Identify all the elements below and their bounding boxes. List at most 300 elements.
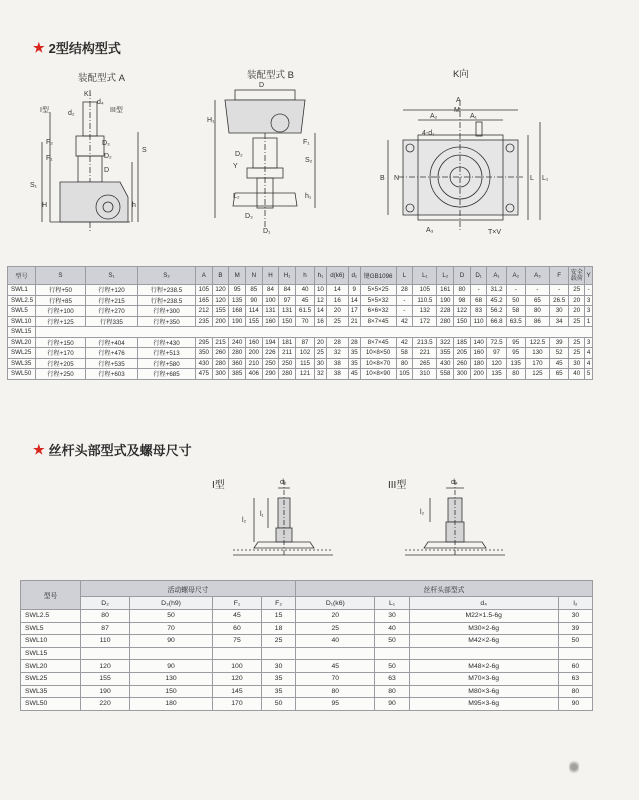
table-cell: 120 (81, 660, 130, 673)
svg-text:H₁: H₁ (207, 117, 215, 124)
table-cell: 40 (569, 369, 585, 380)
table-cell: 105 (413, 285, 437, 296)
col-h: H (262, 267, 279, 285)
col-n: N (245, 267, 262, 285)
table-cell: 125 (525, 369, 549, 380)
table-cell: 70 (295, 316, 314, 327)
table-cell: 45 (296, 660, 375, 673)
svg-text:F₁: F₁ (46, 155, 53, 162)
table-cell: 行程+150 (36, 337, 86, 348)
table2-body (21, 610, 593, 711)
table-cell: 28 (326, 337, 348, 348)
table-cell: 98 (454, 295, 471, 306)
table-cell: 32 (315, 369, 327, 380)
table-cell: - (470, 285, 487, 296)
table-cell: 406 (245, 369, 262, 380)
table-cell: 300 (454, 369, 471, 380)
table-cell: 310 (413, 369, 437, 380)
table-cell: 5×5×25 (360, 285, 396, 296)
table-cell: 170 (525, 358, 549, 369)
table-cell: 87 (81, 622, 130, 635)
svg-text:D₂: D₂ (235, 151, 243, 158)
table-cell: 220 (81, 698, 130, 711)
t2-sub-l1: L₁ (375, 597, 409, 610)
table-cell: 114 (245, 306, 262, 317)
col-h1-small: h₁ (315, 267, 327, 285)
table-cell: 58 (506, 306, 525, 317)
table-cell: 10×8×50 (360, 348, 396, 359)
table-cell: 4 (585, 348, 593, 359)
table-cell: 135 (487, 369, 506, 380)
table-cell: 190 (437, 295, 454, 306)
table-cell: 行程+603 (86, 369, 138, 380)
table-cell: 200 (245, 348, 262, 359)
table-cell: 35 (348, 348, 360, 359)
table-header-row (8, 267, 593, 285)
table-cell: 132 (413, 306, 437, 317)
table-cell: 行程+476 (86, 348, 138, 359)
table-cell: 70 (130, 622, 213, 635)
table-cell: M30×2-6g (409, 622, 558, 635)
table-cell: 228 (437, 306, 454, 317)
svg-text:D₃: D₃ (245, 213, 253, 220)
table-cell: 17 (348, 306, 360, 317)
table-cell: 10×8×70 (360, 358, 396, 369)
col-m: M (229, 267, 246, 285)
table-cell: 34 (550, 316, 569, 327)
table-cell: 行程+85 (36, 295, 86, 306)
table-cell: 120 (212, 672, 261, 685)
col-key: 键GB1096 (360, 267, 396, 285)
svg-text:D₂: D₂ (104, 153, 112, 160)
table-cell: 150 (279, 316, 296, 327)
table-cell: 211 (279, 348, 296, 359)
model-cell: SWL25 (8, 348, 36, 359)
table-cell: 9 (348, 285, 360, 296)
table-cell (375, 647, 409, 660)
table-cell (409, 647, 558, 660)
svg-text:Y: Y (233, 163, 238, 170)
table-cell (36, 327, 593, 338)
table-cell: 45 (348, 369, 360, 380)
table-cell: 38 (326, 358, 348, 369)
table-cell: 行程+120 (86, 285, 138, 296)
table-cell: 25 (569, 316, 585, 327)
table-cell: 430 (437, 358, 454, 369)
table-cell: M22×1.5-6g (409, 610, 558, 623)
table-cell: 8×7×45 (360, 337, 396, 348)
col-s1: S₁ (86, 267, 138, 285)
t2-col-model: 型号 (21, 581, 81, 610)
model-cell: SWL10 (8, 316, 36, 327)
table-cell: 1 (585, 316, 593, 327)
table-cell: 3 (585, 295, 593, 306)
col-y: Y (585, 267, 593, 285)
table-cell: 172 (413, 316, 437, 327)
table-cell: 15 (262, 610, 296, 623)
table-cell: 90 (375, 698, 409, 711)
star-icon: ★ (33, 39, 45, 55)
model-cell: SWL50 (8, 369, 36, 380)
col-a: A (196, 267, 213, 285)
svg-text:D: D (259, 82, 265, 89)
table-cell: 70 (296, 672, 375, 685)
model-cell: SWL2.5 (8, 295, 36, 306)
nut-dimensions-table (20, 580, 593, 711)
table-cell: - (506, 285, 525, 296)
table-cell: 280 (279, 369, 296, 380)
table-cell: 10×8×90 (360, 369, 396, 380)
table-cell: 31.2 (487, 285, 506, 296)
model-cell: SWL10 (21, 635, 81, 648)
table-cell: 150 (454, 316, 471, 327)
col-h-small: h (295, 267, 314, 285)
table-cell: 226 (262, 348, 279, 359)
table-cell: 131 (262, 306, 279, 317)
table-cell: 385 (229, 369, 246, 380)
table-cell: 135 (229, 295, 246, 306)
table-cell: 26.5 (550, 295, 569, 306)
table-cell: 行程+685 (138, 369, 196, 380)
table-cell: 38 (326, 369, 348, 380)
table-cell: 121 (295, 369, 314, 380)
t2-sub-l2: l₂ (558, 597, 592, 610)
table-cell: 95 (506, 337, 525, 348)
table-cell: 行程+270 (86, 306, 138, 317)
table-cell: 45 (550, 358, 569, 369)
model-cell: SWL35 (21, 685, 81, 698)
model-cell: SWL25 (21, 672, 81, 685)
table-cell: 235 (196, 316, 213, 327)
table-row (21, 698, 593, 711)
svg-text:III型: III型 (110, 107, 123, 114)
table-cell: 155 (245, 316, 262, 327)
svg-text:l₁: l₁ (260, 511, 264, 518)
table-cell: 行程+170 (36, 348, 86, 359)
table-cell (212, 647, 261, 660)
table-cell: 212 (196, 306, 213, 317)
svg-text:d₄: d₄ (97, 99, 104, 106)
table-row (8, 348, 593, 359)
table-cell: 205 (454, 348, 471, 359)
table-cell: 194 (262, 337, 279, 348)
table-cell: - (585, 285, 593, 296)
table-row (21, 660, 593, 673)
table-cell: 131 (279, 306, 296, 317)
table-cell: 350 (196, 348, 213, 359)
table-cell: - (396, 306, 413, 317)
table-cell: 行程+300 (138, 306, 196, 317)
table-cell: 63.5 (506, 316, 525, 327)
table-cell: 32 (326, 348, 348, 359)
table-cell: 120 (487, 358, 506, 369)
t2-sub-d2: D₂ (81, 597, 130, 610)
svg-text:4-d₁: 4-d₁ (422, 130, 435, 137)
table-cell: 430 (196, 358, 213, 369)
table-cell: 87 (295, 337, 314, 348)
table-row (8, 327, 593, 338)
svg-text:h: h (132, 202, 136, 209)
table-cell: 110 (470, 316, 487, 327)
svg-text:D₃: D₃ (102, 140, 110, 147)
t2-col-head: 丝杆头部型式 (296, 581, 593, 597)
table-cell: 90 (245, 295, 262, 306)
table-row (21, 635, 593, 648)
col-l: L (396, 267, 413, 285)
table-cell: 25 (296, 622, 375, 635)
table2-subheader-row (21, 597, 593, 610)
col-b: B (212, 267, 229, 285)
col-a3: A₃ (525, 267, 549, 285)
table-cell: 135 (506, 358, 525, 369)
table-row (21, 672, 593, 685)
table-cell: 160 (470, 348, 487, 359)
table-row (21, 622, 593, 635)
svg-text:S₂: S₂ (305, 157, 313, 164)
table-cell: 16 (326, 295, 348, 306)
table-cell: 行程+513 (138, 348, 196, 359)
table-cell: 160 (262, 316, 279, 327)
table-cell: 155 (81, 672, 130, 685)
table-row (8, 369, 593, 380)
view-k-caption: K向 (453, 69, 469, 80)
table-cell: 20 (569, 295, 585, 306)
table-cell: 80 (296, 685, 375, 698)
t2-sub-d3: D₃(h9) (130, 597, 213, 610)
table-cell: 140 (470, 337, 487, 348)
table-cell: 25 (315, 348, 327, 359)
star-icon: ★ (33, 441, 45, 457)
table-cell: 50 (262, 698, 296, 711)
svg-text:A₂: A₂ (430, 113, 438, 120)
section1-title (33, 38, 121, 57)
table-cell: 35 (262, 685, 296, 698)
table-cell: 84 (262, 285, 279, 296)
table-cell: 250 (279, 358, 296, 369)
t2-sub-d1: D₁(k6) (296, 597, 375, 610)
section1-title-text: 2型结构型式 (48, 41, 121, 56)
svg-text:d₂: d₂ (280, 479, 287, 486)
table-cell: 58 (396, 348, 413, 359)
table-cell: 行程335 (86, 316, 138, 327)
table-cell: 18 (262, 622, 296, 635)
table-cell: 80 (454, 285, 471, 296)
table-cell: 25 (326, 316, 348, 327)
table-cell: 61.5 (295, 306, 314, 317)
col-s2: S₂ (138, 267, 196, 285)
table-cell: 28 (348, 337, 360, 348)
table-cell: 行程+215 (86, 295, 138, 306)
table-cell: 110 (81, 635, 130, 648)
assembly-a-drawing (20, 82, 180, 242)
table-cell: 5×5×32 (360, 295, 396, 306)
model-cell: SWL5 (8, 306, 36, 317)
table-cell: 190 (229, 316, 246, 327)
svg-text:l₂: l₂ (420, 509, 425, 516)
table-cell: 200 (470, 369, 487, 380)
col-d1: d₁ (348, 267, 360, 285)
table-cell: 行程+50 (36, 285, 86, 296)
table-cell: 行程+125 (36, 316, 86, 327)
col-d: d(k6) (326, 267, 348, 285)
table-cell: 265 (413, 358, 437, 369)
table-cell: 5 (585, 369, 593, 380)
model-cell: SWL20 (8, 337, 36, 348)
table-cell: 130 (525, 348, 549, 359)
table-cell: 65 (525, 295, 549, 306)
table-cell: 63 (558, 672, 592, 685)
table-cell: - (525, 285, 549, 296)
svg-text:K↓: K↓ (84, 91, 93, 98)
svg-text:L₂: L₂ (233, 193, 240, 200)
table-cell: 280 (229, 348, 246, 359)
table-cell: 行程+535 (86, 358, 138, 369)
table-cell: 50 (375, 635, 409, 648)
structure-dimensions-table (7, 266, 593, 380)
table-cell: 280 (212, 358, 229, 369)
svg-text:F₂: F₂ (46, 139, 53, 146)
svg-text:d₂: d₂ (68, 110, 75, 117)
table-cell: 190 (81, 685, 130, 698)
model-cell: SWL15 (21, 647, 81, 660)
table-cell: 180 (470, 358, 487, 369)
table1-body (8, 285, 593, 380)
table-cell: 155 (212, 306, 229, 317)
table-cell: 68 (470, 295, 487, 306)
col-h1: H₁ (279, 267, 296, 285)
table-cell: 80 (396, 358, 413, 369)
table-cell: 95 (296, 698, 375, 711)
model-cell: SWL5 (21, 622, 81, 635)
table-row (8, 358, 593, 369)
table-cell: 475 (196, 369, 213, 380)
table-cell: 110.5 (413, 295, 437, 306)
table-cell: 80 (558, 685, 592, 698)
svg-text:D: D (104, 167, 110, 174)
table-cell: 45 (295, 295, 314, 306)
svg-text:L₁: L₁ (542, 175, 548, 182)
table-cell: 50 (375, 660, 409, 673)
table-row (21, 685, 593, 698)
svg-text:l₂: l₂ (242, 517, 247, 524)
model-cell: SWL50 (21, 698, 81, 711)
table-cell: 25 (569, 337, 585, 348)
table-cell: 30 (315, 358, 327, 369)
table-cell: 181 (279, 337, 296, 348)
table-cell: 行程+205 (36, 358, 86, 369)
table-row (8, 285, 593, 296)
table-cell: 260 (454, 358, 471, 369)
table-cell: 行程+350 (138, 316, 196, 327)
table-cell: 50 (506, 295, 525, 306)
type1-label: I型 (212, 480, 225, 491)
table-row (8, 295, 593, 306)
table-cell: 355 (437, 348, 454, 359)
table-cell: 90 (130, 660, 213, 673)
table-cell: 105 (196, 285, 213, 296)
table-cell: 16 (315, 316, 327, 327)
table-cell: 25 (569, 348, 585, 359)
table-cell: 65 (550, 369, 569, 380)
table-cell: 60 (558, 660, 592, 673)
svg-text:L: L (530, 175, 534, 182)
table-cell: 56.2 (487, 306, 506, 317)
table-cell: 21 (348, 316, 360, 327)
table-cell: 行程+404 (86, 337, 138, 348)
table-cell: 150 (130, 685, 213, 698)
table-cell: 66.8 (487, 316, 506, 327)
table-cell: M48×2-6g (409, 660, 558, 673)
assembly-b-drawing (205, 78, 335, 238)
table-cell: 6×6×32 (360, 306, 396, 317)
table-cell: 25 (262, 635, 296, 648)
table-cell: 300 (212, 369, 229, 380)
table-cell: 83 (470, 306, 487, 317)
table-cell: M95×3-6g (409, 698, 558, 711)
table-row (21, 647, 593, 660)
model-cell: SWL1 (8, 285, 36, 296)
table-cell (81, 647, 130, 660)
table-cell (558, 647, 592, 660)
table-cell: 45 (212, 610, 261, 623)
type1-head-drawing (228, 470, 338, 570)
table-cell: 72.5 (487, 337, 506, 348)
table-cell: 20 (569, 306, 585, 317)
table-cell: 80 (81, 610, 130, 623)
table-cell: 97 (487, 348, 506, 359)
t2-sub-d4: d₄ (409, 597, 558, 610)
table-cell: 12 (315, 295, 327, 306)
svg-text:H: H (42, 202, 48, 209)
col-d-big: D (454, 267, 471, 285)
section2-title-text: 丝杆头部型式及螺母尺寸 (48, 443, 192, 458)
table-cell: 130 (130, 672, 213, 685)
table-cell: 50 (558, 635, 592, 648)
t2-sub-f2: F₂ (262, 597, 296, 610)
table-cell: 40 (375, 622, 409, 635)
table-cell: 40 (295, 285, 314, 296)
table-cell: 322 (437, 337, 454, 348)
col-safe-load: 安全载荷 (569, 267, 585, 285)
table-cell: 200 (212, 316, 229, 327)
table-cell: 170 (212, 698, 261, 711)
table-cell: 42 (396, 316, 413, 327)
type3-label: III型 (388, 480, 407, 491)
table-cell: 215 (212, 337, 229, 348)
table-cell: 行程+100 (36, 306, 86, 317)
table-cell: 14 (315, 306, 327, 317)
t2-col-nut: 活动螺母尺寸 (81, 581, 296, 597)
table-cell: 35 (348, 358, 360, 369)
table-cell: 60 (212, 622, 261, 635)
svg-text:S: S (142, 147, 147, 154)
scan-mark (569, 759, 579, 775)
svg-text:d₄: d₄ (451, 479, 458, 486)
table-cell: 120 (212, 295, 229, 306)
table-cell: 30 (558, 610, 592, 623)
table-cell: 28 (396, 285, 413, 296)
table-cell: 120 (212, 285, 229, 296)
table-cell: 40 (296, 635, 375, 648)
model-cell: SWL15 (8, 327, 36, 338)
col-a1: A₁ (487, 267, 506, 285)
table-cell: 295 (196, 337, 213, 348)
svg-text:I型: I型 (40, 107, 49, 114)
svg-text:M: M (454, 107, 460, 114)
table-cell: 行程+238.5 (138, 295, 196, 306)
col-l1: L₁ (413, 267, 437, 285)
svg-text:T×V: T×V (488, 229, 502, 236)
